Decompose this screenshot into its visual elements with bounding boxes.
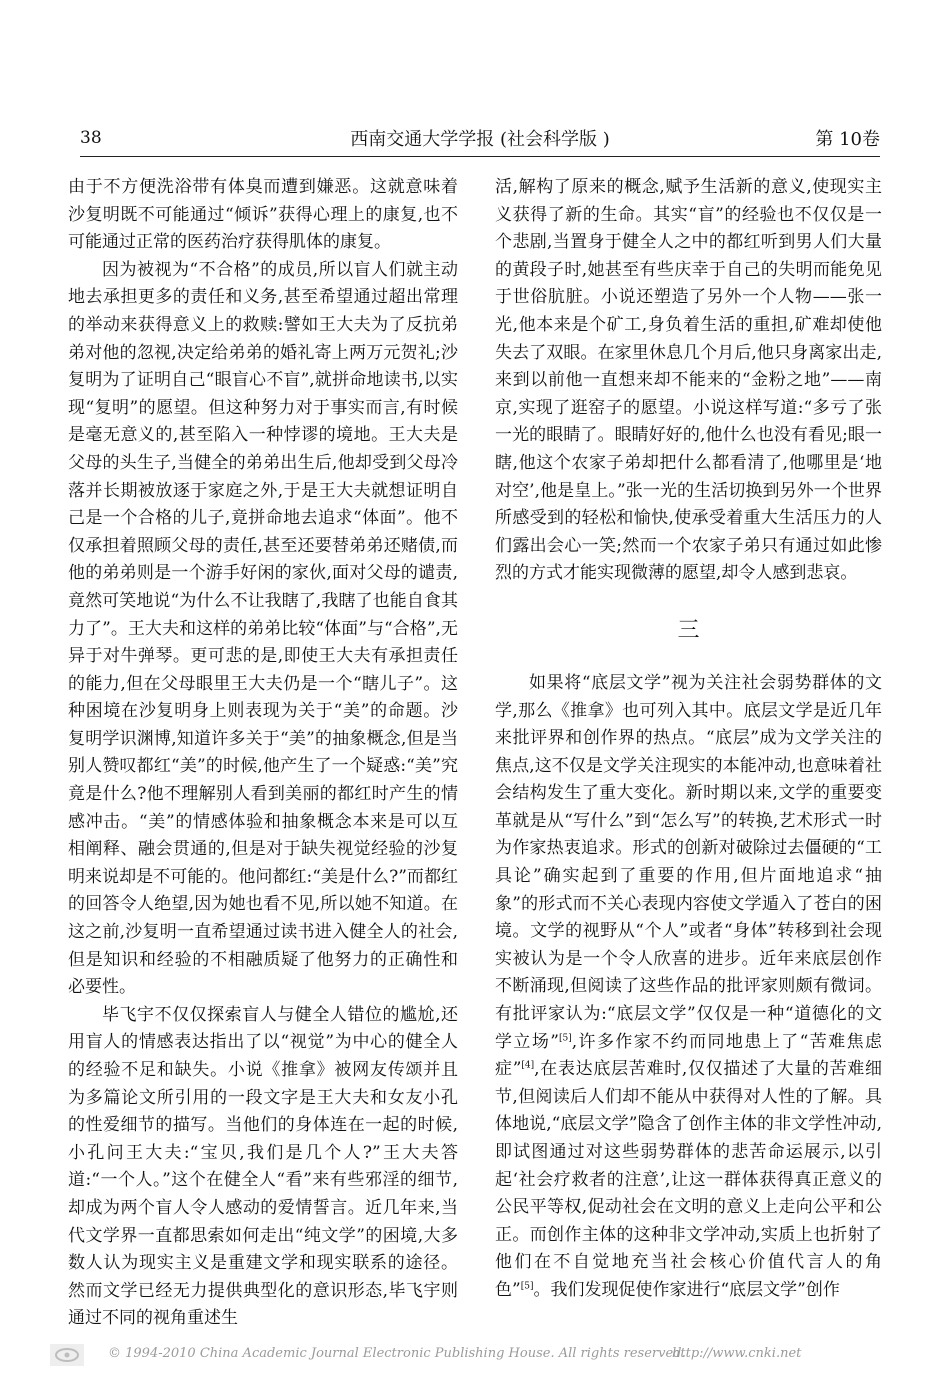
paragraph: 毕飞宇不仅仅探索盲人与健全人错位的尴尬,还用盲人的情感表达指出了以“视觉”为中心的健全人的经验不足和缺失。小说《推拿》被网友传颂并且为多篇论文所引用的一段文字是王大夫和女友小孔的性爱细节的描写。当他们的身体连在一起的时候,小孔问王大夫:“宝贝,我们是几个人?”王大夫答道:“一个人。”这个在健全人“看”来有些邪淫的细节,却成为两个盲人令人感动的爱情誓言。近几年来,当代文学界一直都思索如何走出“纯文学”的困境,大多数人认为现实主义是重建文学和现实联系的途径。然而文学已经无力提供典型化的意识形态,毕飞宇则通过不同的视角重述生 (68, 1004, 458, 1329)
citation-ref: [5] (558, 1032, 572, 1043)
section-heading: 三 (677, 617, 700, 643)
paragraph: 由于不方便洗浴带有体臭而遭到嫌恶。这就意味着沙复明既不可能通过“倾诉”获得心理上的康复,也不可能通过正常的医药治疗获得肌体的康复。 (68, 177, 458, 253)
footer-url: http://www.cnki.net (672, 1346, 802, 1361)
citation-ref: [5] (520, 1281, 534, 1292)
copyright-notice: © 1994-2010 China Academic Journal Electronic Publishing House. All rights reserved. (108, 1346, 686, 1361)
paragraph: 因为被视为“不合格”的成员,所以盲人们就主动地去承担更多的责任和义务,甚至希望通过超出常理的举动来获得意义上的救赎:譬如王大夫为了反抗弟弟对他的忽视,决定给弟弟的婚礼寄上两万元贺礼;沙复明为了证明自己“眼盲心不盲”,就拼命地读书,以实现“复明”的愿望。但这种努力对于事实而言,有时候是毫无意义的,甚至陷入一种悖谬的境地。王大夫是父母的头生子,当健全的弟弟出生后,他却受到父母冷落并长期被放逐于家庭之外,于是王大夫就想证明自己是一个合格的儿子,竟拼命地去追求“体面”。他不仅承担着照顾父母的责任,甚至还要替弟弟还赌债,而他的弟弟则是一个游手好闲的家伙,面对父母的谴责,竟然可笑地说“为什么不让我瞎了,我瞎了也能自食其力了”。王大夫和这样的弟弟比较“体面”与“合格”,无异于对牛弹琴。更可悲的是,即使王大夫有承担责任的能力,但在父母眼里王大夫仍是一个“瞎儿子”。这种困境在沙复明身上则表现为关于“美”的命题。沙复明学识渊博,知道许多关于“美”的抽象概念,但是当别人赞叹都红“美”的时候,他产生了一个疑惑:“美”究竟是什么?他不理解别人看到美丽的都红时产生的情感冲击。“美”的情感体验和抽象概念本来是可以互相阐释、融会贯通的,但是对于缺失视觉经验的沙复明来说却是不可能的。他问都红:“美是什么?”而都红的回答令人绝望,因为她也看不见,所以她不知道。在这之前,沙复明一直希望通过读书进入健全人的社会,但是知识和经验的不相融质疑了他努力的正确性和必要性。 (68, 259, 458, 998)
right-column (495, 174, 882, 1305)
cnki-logo-icon (50, 1344, 84, 1366)
paragraph-text: 。我们发现促使作家进行“底层文学”创作 (533, 1279, 840, 1300)
journal-title: 西南交通大学学报 (社会科学版 ) (350, 129, 610, 150)
citation-ref: [4] (521, 1060, 535, 1071)
page-footer (0, 1340, 950, 1370)
volume-label: 第 10卷 (815, 129, 880, 150)
page-header (80, 124, 880, 156)
paragraph-text: ,在表达底层苦难时,仅仅描述了大量的苦难细节,但阅读后人们却不能从中获得对人性的了解。具体地说,“底层文学”隐含了创作主体的非文学性冲动,即试图通过对这些弱势群体的悲苦命运展示,以引起‘社会疗救者的注意’,让这一群体获得真正意义的公民平等权,促动社会在文明的意义上走向公平和公正。而创作主体的这种非文学冲动,实质上也折射了他们在不自觉地充当社会核心价值代言人的角色” (495, 1059, 882, 1300)
page-number: 38 (80, 128, 102, 148)
left-column (68, 174, 458, 1333)
paragraph (495, 670, 882, 1305)
paragraph-text: ,许多作家不约而同地患上了“苦难焦虑症” (495, 1031, 882, 1080)
paragraph-text: 如果将“底层文学”视为关注社会弱势群体的文学,那么《推拿》也可列入其中。底层文学是近几年来批评界和创作界的热点。“底层”成为文学关注的焦点,这不仅是文学关注现实的本能冲动,也意味着社会结构发生了重大变化。新时期以来,文学的重要变革就是从“写什么”到“怎么写”的转换,艺术形式一时为作家热衷追求。形式的创新对破除过去僵硬的“工具论”确实起到了重要的作用,但片面地追求“抽象”的形式而不关心表现内容使文学遁入了苍白的困境。文学的视野从“个人”或者“身体”转移到社会现实被认为是一个令人欣喜的进步。近年来底层创作不断涌现,但阅读了这些作品的批评家则颇有微词。有批评家认为:“底层文学”仅仅是一种“道德化的文学立场” (495, 672, 882, 1052)
paragraph: 活,解构了原来的概念,赋予生活新的意义,使现实主义获得了新的生命。其实“盲”的经验也不仅仅是一个悲剧,当置身于健全人之中的都红听到男人们大量的黄段子时,她甚至有些庆幸于自己的失明而能免见于世俗肮脏。小说还塑造了另外一个人物——张一光,他本来是个矿工,身负着生活的重担,矿难却使他失去了双眼。在家里休息几个月后,他只身离家出走,来到以前他一直想来却不能来的“金粉之地”——南京,实现了逛窑子的愿望。小说这样写道:“多亏了张一光的眼睛了。眼睛好好的,他什么也没有看见;眼一瞎,他这个农家子弟却把什么都看清了,他哪里是‘地对空’,他是皇上。”张一光的生活切换到另外一个世界所感受到的轻松和愉快,使承受着重大生活压力的人们露出会心一笑;然而一个农家子弟只有通过如此惨烈的方式才能实现微薄的愿望,却令人感到悲哀。 (495, 177, 882, 584)
header-rule (80, 156, 880, 157)
